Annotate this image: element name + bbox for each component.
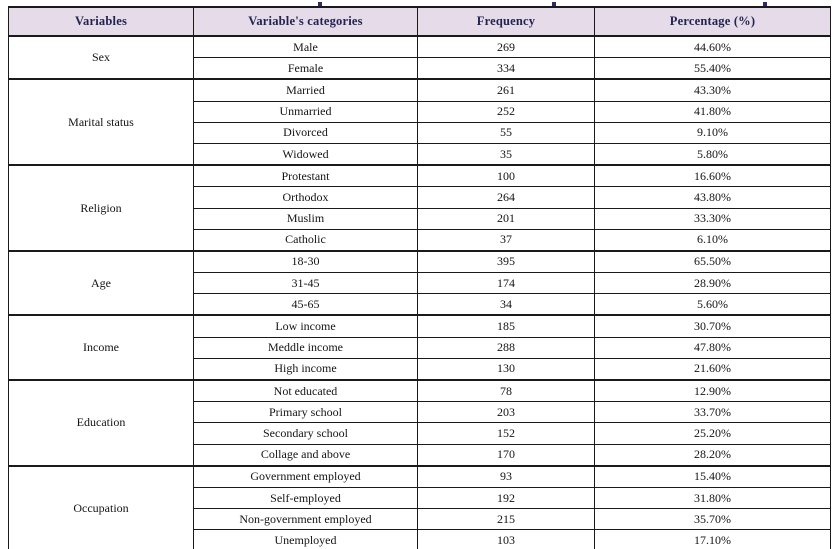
category-cell: Female (194, 58, 418, 80)
header-frequency: Frequency (418, 7, 595, 36)
frequency-cell: 170 (418, 444, 595, 466)
group-occupation (9, 466, 831, 549)
category-cell: Government employed (194, 466, 418, 488)
group-age (9, 251, 831, 316)
variable-name-cell: Income (9, 315, 194, 380)
percentage-cell: 28.20% (595, 444, 831, 466)
table-row (9, 466, 831, 488)
percentage-cell: 15.40% (595, 466, 831, 488)
percentage-cell: 65.50% (595, 251, 831, 273)
frequency-cell: 252 (418, 101, 595, 122)
frequency-cell: 185 (418, 315, 595, 337)
demographics-table (8, 6, 831, 549)
frequency-cell: 201 (418, 208, 595, 229)
table-row (9, 315, 831, 337)
frequency-cell: 103 (418, 530, 595, 549)
category-cell: Collage and above (194, 444, 418, 466)
category-cell: Not educated (194, 380, 418, 402)
percentage-cell: 5.80% (595, 143, 831, 165)
percentage-cell: 33.70% (595, 402, 831, 423)
table-header (9, 7, 831, 36)
variable-name-cell: Religion (9, 165, 194, 251)
frequency-cell: 269 (418, 36, 595, 58)
variable-name-cell: Education (9, 380, 194, 466)
table-row (9, 251, 831, 273)
percentage-cell: 41.80% (595, 101, 831, 122)
percentage-cell: 55.40% (595, 58, 831, 80)
percentage-cell: 17.10% (595, 530, 831, 549)
variable-name-cell: Marital status (9, 79, 194, 165)
category-cell: Low income (194, 315, 418, 337)
variable-name-cell: Age (9, 251, 194, 316)
category-cell: Married (194, 79, 418, 101)
caption-text-fragment (763, 2, 767, 6)
variable-name-cell: Sex (9, 36, 194, 79)
frequency-cell: 261 (418, 79, 595, 101)
category-cell: Unemployed (194, 530, 418, 549)
header-percentage: Percentage (%) (595, 7, 831, 36)
percentage-cell: 12.90% (595, 380, 831, 402)
table-row (9, 165, 831, 187)
clipped-caption-strip (0, 0, 836, 6)
frequency-cell: 288 (418, 337, 595, 358)
frequency-cell: 100 (418, 165, 595, 187)
table-row (9, 36, 831, 58)
group-religion (9, 165, 831, 251)
table-row (9, 380, 831, 402)
category-cell: 31-45 (194, 273, 418, 294)
variable-name-cell: Occupation (9, 466, 194, 549)
category-cell: Muslim (194, 208, 418, 229)
group-education (9, 380, 831, 466)
frequency-cell: 334 (418, 58, 595, 80)
category-cell: 18-30 (194, 251, 418, 273)
frequency-cell: 203 (418, 402, 595, 423)
frequency-cell: 395 (418, 251, 595, 273)
percentage-cell: 43.30% (595, 79, 831, 101)
frequency-cell: 264 (418, 187, 595, 208)
category-cell: 45-65 (194, 294, 418, 316)
table-row (9, 79, 831, 101)
category-cell: High income (194, 358, 418, 380)
group-marital-status (9, 79, 831, 165)
frequency-cell: 35 (418, 143, 595, 165)
category-cell: Protestant (194, 165, 418, 187)
frequency-cell: 78 (418, 380, 595, 402)
frequency-cell: 174 (418, 273, 595, 294)
percentage-cell: 21.60% (595, 358, 831, 380)
frequency-cell: 34 (418, 294, 595, 316)
group-sex (9, 36, 831, 79)
category-cell: Secondary school (194, 423, 418, 444)
category-cell: Divorced (194, 122, 418, 143)
percentage-cell: 35.70% (595, 509, 831, 530)
group-income (9, 315, 831, 380)
frequency-cell: 152 (418, 423, 595, 444)
percentage-cell: 30.70% (595, 315, 831, 337)
caption-text-fragment (318, 2, 322, 6)
frequency-cell: 93 (418, 466, 595, 488)
percentage-cell: 44.60% (595, 36, 831, 58)
category-cell: Self-employed (194, 487, 418, 508)
category-cell: Non-government employed (194, 509, 418, 530)
percentage-cell: 43.80% (595, 187, 831, 208)
percentage-cell: 5.60% (595, 294, 831, 316)
header-categories: Variable's categories (194, 7, 418, 36)
frequency-cell: 215 (418, 509, 595, 530)
percentage-cell: 31.80% (595, 487, 831, 508)
frequency-cell: 130 (418, 358, 595, 380)
category-cell: Orthodox (194, 187, 418, 208)
category-cell: Widowed (194, 143, 418, 165)
percentage-cell: 16.60% (595, 165, 831, 187)
frequency-cell: 55 (418, 122, 595, 143)
category-cell: Primary school (194, 402, 418, 423)
frequency-cell: 192 (418, 487, 595, 508)
percentage-cell: 47.80% (595, 337, 831, 358)
category-cell: Meddle income (194, 337, 418, 358)
percentage-cell: 6.10% (595, 229, 831, 251)
percentage-cell: 33.30% (595, 208, 831, 229)
header-row (9, 7, 831, 36)
percentage-cell: 28.90% (595, 273, 831, 294)
category-cell: Unmarried (194, 101, 418, 122)
caption-text-fragment (552, 2, 556, 6)
category-cell: Catholic (194, 229, 418, 251)
percentage-cell: 25.20% (595, 423, 831, 444)
frequency-cell: 37 (418, 229, 595, 251)
category-cell: Male (194, 36, 418, 58)
header-variables: Variables (9, 7, 194, 36)
percentage-cell: 9.10% (595, 122, 831, 143)
